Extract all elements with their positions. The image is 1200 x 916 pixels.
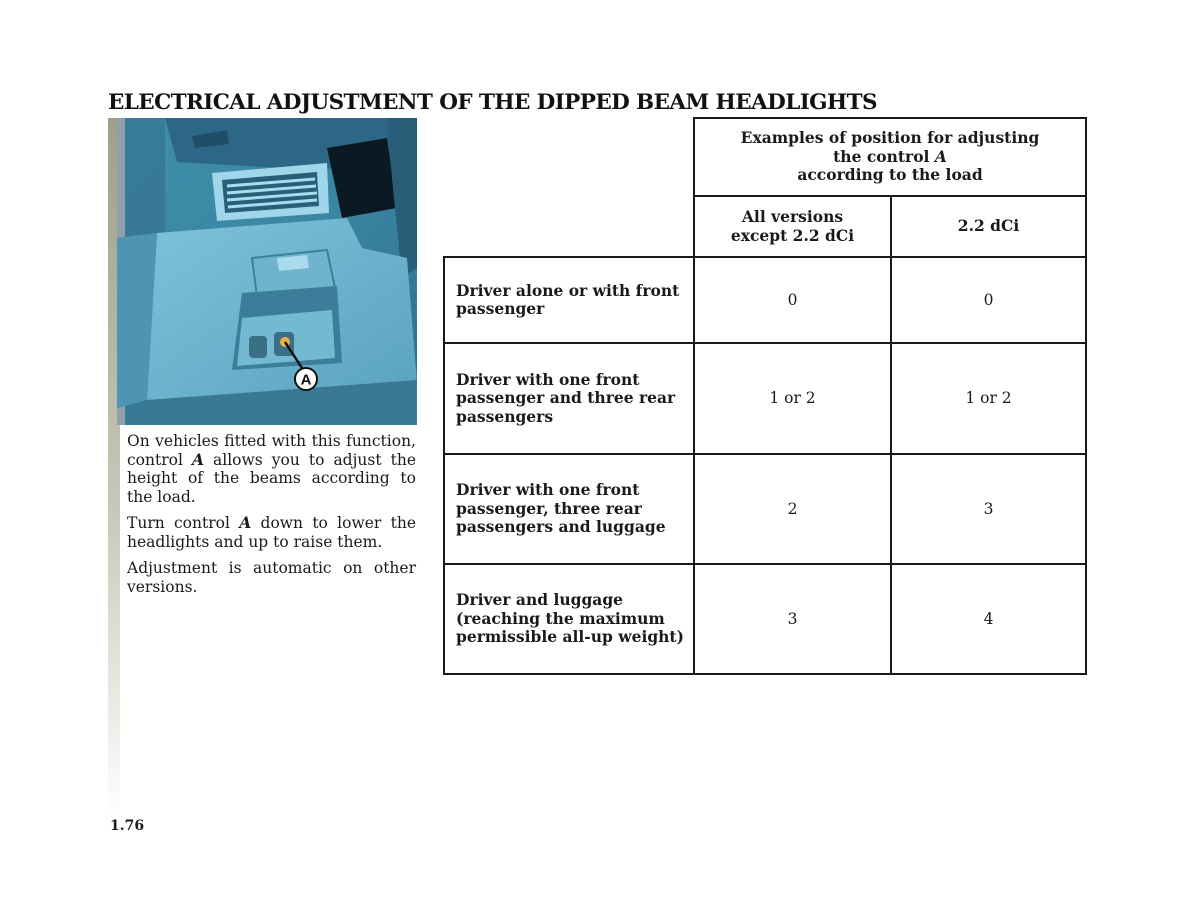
table-header <box>694 118 1086 196</box>
condition-line: Driver and luggage <box>456 590 624 610</box>
load-condition <box>444 454 694 564</box>
table-row <box>444 564 1086 674</box>
position-value: 2 <box>694 454 891 564</box>
table-corner <box>444 118 694 196</box>
condition-line: (reaching the maximum <box>456 608 665 628</box>
column-header-2-2-dci: 2.2 dCi <box>891 196 1086 257</box>
control-label: A <box>191 449 204 469</box>
table-corner <box>444 196 694 257</box>
condition-line: Driver with one front <box>456 369 640 389</box>
condition-line: passengers and luggage <box>456 517 666 537</box>
condition-line: passenger, three rear <box>456 498 642 518</box>
position-value: 1 or 2 <box>891 343 1086 454</box>
position-value: 0 <box>891 257 1086 343</box>
condition-line: passenger and three rear <box>456 388 676 408</box>
table-row <box>444 257 1086 343</box>
page-number: 1.76 <box>110 818 145 834</box>
column-header-line: except 2.2 dCi <box>730 225 855 245</box>
load-condition <box>444 343 694 454</box>
condition-line: permissible all-up weight) <box>456 627 684 647</box>
position-value: 3 <box>694 564 891 674</box>
column-header-line: All versions <box>741 207 844 226</box>
position-value: 4 <box>891 564 1086 674</box>
page-title: ELECTRICAL ADJUSTMENT OF THE DIPPED BEAM HEADLIGHTS <box>108 90 877 116</box>
callout-label-a: A <box>300 371 312 389</box>
text-span: On vehicles fitted with this function, control <box>127 432 416 469</box>
header-line: Examples of position for adjusting <box>740 128 1040 148</box>
paragraph-function <box>127 432 416 506</box>
load-condition <box>444 564 694 674</box>
column-header-all-versions <box>694 196 891 257</box>
condition-line: passengers <box>456 406 554 426</box>
text-span: allows you to adjust the height of the beams according to the load. <box>127 450 416 506</box>
text-span: Turn control <box>127 514 240 532</box>
table-row <box>444 454 1086 564</box>
control-label: A <box>934 146 947 166</box>
condition-line: Driver alone or with front <box>456 280 680 300</box>
text-span: down to lower the headlights and up to raise them. <box>127 514 416 551</box>
condition-line: passenger <box>456 299 545 318</box>
instructions <box>127 432 416 604</box>
position-value: 0 <box>694 257 891 343</box>
header-line: the control <box>833 146 935 166</box>
load-condition <box>444 257 694 343</box>
position-value: 1 or 2 <box>694 343 891 454</box>
adjustment-table <box>443 117 1087 675</box>
table-row <box>444 343 1086 454</box>
header-line: according to the load <box>797 165 983 185</box>
dashboard-photo <box>117 118 417 425</box>
position-value: 3 <box>891 454 1086 564</box>
control-label: A <box>239 513 252 532</box>
condition-line: Driver with one front <box>456 480 640 500</box>
paragraph-turn <box>127 514 416 551</box>
paragraph-automatic: Adjustment is automatic on other versions. <box>127 559 416 596</box>
